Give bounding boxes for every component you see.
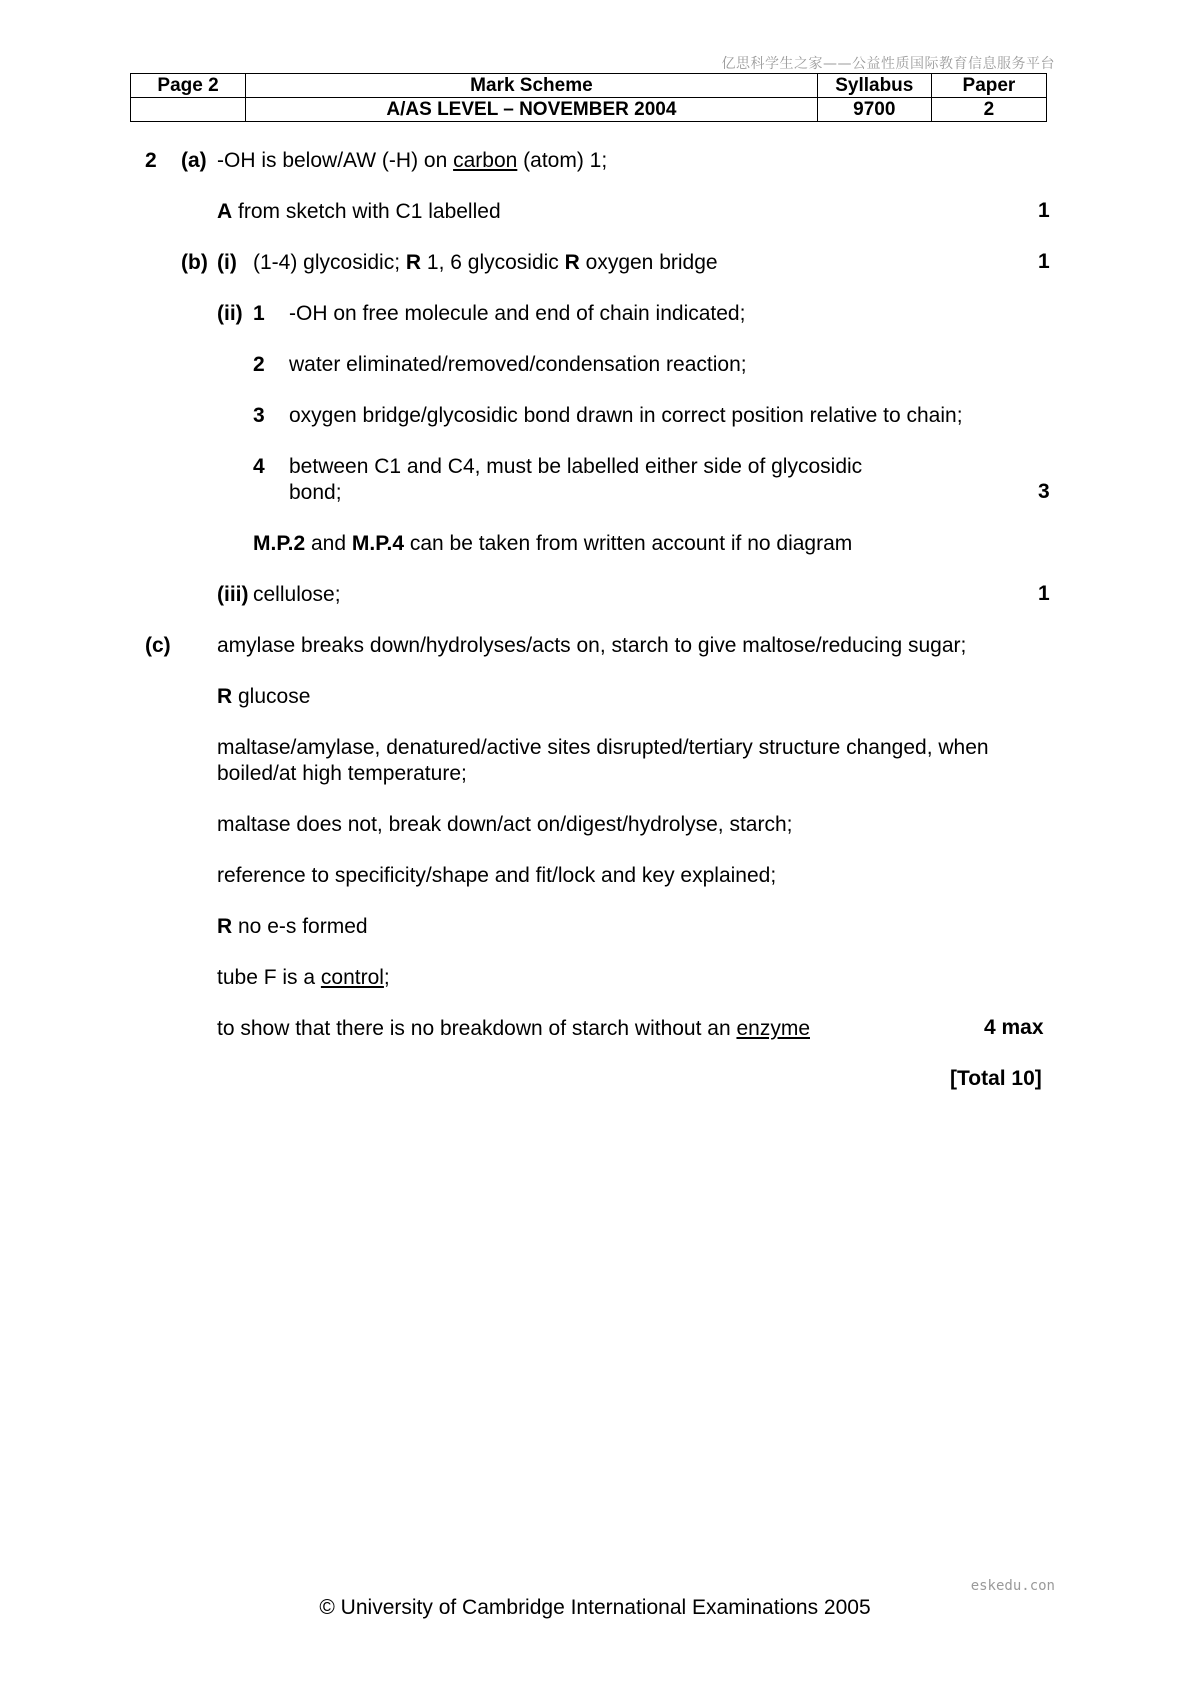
- question-number: 2: [145, 149, 157, 172]
- part-c-mark: 4 max: [984, 1016, 1044, 1039]
- watermark-bottom: eskedu.con: [970, 1578, 1055, 1594]
- watermark-top: 亿思科学生之家——公益性质国际教育信息服务平台: [721, 56, 1055, 72]
- copyright-footer: © University of Cambridge International Examinations 2005: [319, 1596, 871, 1619]
- point-number: 4: [253, 455, 265, 478]
- part-b-i-mark: 1: [1038, 250, 1050, 273]
- part-b-iii-label: (iii): [217, 583, 249, 606]
- point-number: 3: [253, 404, 265, 427]
- header-title: Mark Scheme: [246, 74, 818, 98]
- part-b-ii-label: (ii): [217, 302, 243, 325]
- header-table: [130, 73, 1047, 122]
- total-marks: [Total 10]: [950, 1067, 1042, 1090]
- point-number: 2: [253, 353, 265, 376]
- marking-point-note: M.P.2 and M.P.4 can be taken from written account if no diagram: [253, 532, 853, 555]
- syllabus-label: Syllabus: [817, 74, 931, 98]
- part-c-label: (c): [145, 634, 171, 657]
- part-c-point: tube F is a control;: [217, 966, 390, 989]
- part-c-reject: R glucose: [217, 685, 311, 708]
- header-subtitle: A/AS LEVEL – NOVEMBER 2004: [246, 98, 818, 122]
- point-text: water eliminated/removed/condensation reaction;: [289, 353, 747, 376]
- part-a-answer: -OH is below/AW (-H) on carbon (atom) 1;: [217, 149, 608, 172]
- part-b-i-answer: (1-4) glycosidic; R 1, 6 glycosidic R oxygen bridge: [253, 251, 718, 274]
- part-b-iii-answer: cellulose;: [253, 583, 341, 606]
- syllabus-code: 9700: [817, 98, 931, 122]
- part-c-point: to show that there is no breakdown of starch without an enzyme: [217, 1017, 810, 1040]
- paper-label: Paper: [931, 74, 1046, 98]
- point-number: 1: [253, 302, 265, 325]
- paper-number: 2: [931, 98, 1046, 122]
- part-b-iii-mark: 1: [1038, 582, 1050, 605]
- part-c-point: amylase breaks down/hydrolyses/acts on, starch to give maltose/reducing sugar;: [217, 634, 967, 657]
- part-a-allow: A from sketch with C1 labelled: [217, 200, 501, 223]
- part-b-ii-mark: 3: [1038, 480, 1050, 503]
- page-number: Page 2: [131, 74, 246, 98]
- point-text: between C1 and C4, must be labelled either side of glycosidic: [289, 455, 863, 478]
- part-c-point: maltase/amylase, denatured/active sites disrupted/tertiary structure changed, when: [217, 736, 989, 759]
- part-c-point: reference to specificity/shape and fit/lock and key explained;: [217, 864, 777, 887]
- part-b-i-label: (i): [217, 251, 237, 274]
- part-c-reject: R no e-s formed: [217, 915, 368, 938]
- part-a-mark: 1: [1038, 199, 1050, 222]
- point-text-continued: bond;: [289, 481, 342, 504]
- part-c-point: maltase does not, break down/act on/digest/hydrolyse, starch;: [217, 813, 793, 836]
- header-blank-cell: [131, 98, 246, 122]
- point-text: -OH on free molecule and end of chain indicated;: [289, 302, 746, 325]
- part-c-point-continued: boiled/at high temperature;: [217, 762, 467, 785]
- part-b-label: (b): [181, 251, 208, 274]
- part-a-label: (a): [181, 149, 207, 172]
- point-text: oxygen bridge/glycosidic bond drawn in correct position relative to chain;: [289, 404, 963, 427]
